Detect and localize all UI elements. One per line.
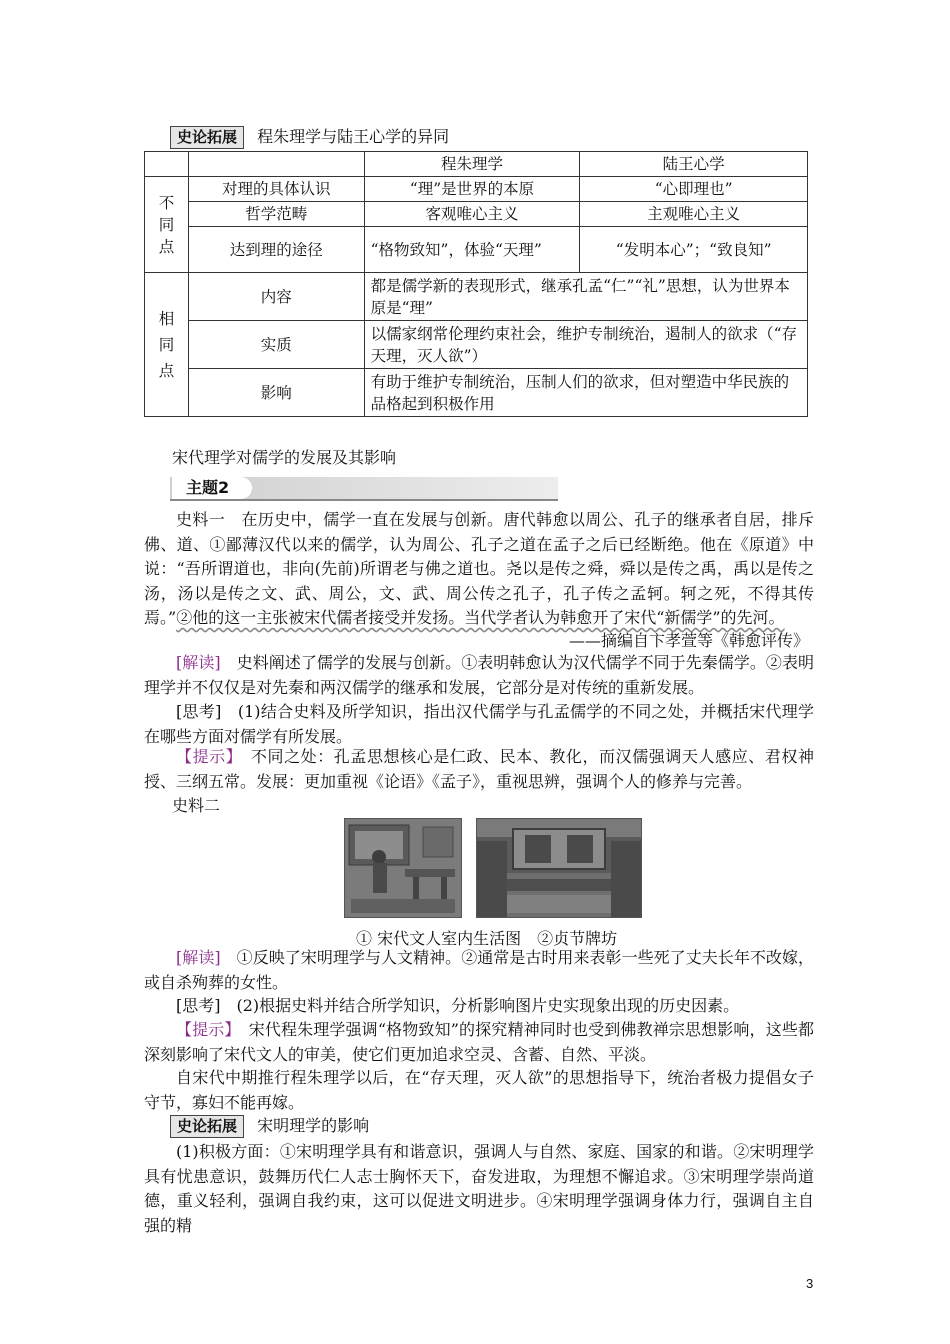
- image-caption: ① 宋代文人室内生活图 ②贞节牌坊: [356, 929, 618, 948]
- theme-label: 主题2: [172, 477, 252, 499]
- table-row: [145, 177, 808, 202]
- cell-luwang: 主观唯心主义: [580, 202, 808, 227]
- impact-paragraph: (1)积极方面：①宋明理学具有和谐意识，强调人与自然、家庭、国家的和谐。②宋明理学具有忧患意识，鼓舞历代仁人志士胸怀天下，奋发进取，为理想不懈追求。③宋明理学崇尚道德，重义轻利，强调自我约束，这可以促进文明进步。④宋明理学强调身体力行，强调自主自强的精: [144, 1142, 814, 1235]
- row-label: 对理的具体认识: [188, 177, 364, 202]
- cell-same-content: 都是儒学新的表现形式，继承孔孟“仁”“礼”思想，认为世界本原是“理”: [364, 273, 807, 321]
- section2-header: [170, 1113, 369, 1138]
- think1-tag: [思考]: [176, 702, 222, 721]
- source1-underlined-text: ②他的这一主张被宋代儒者接受并发扬。当代学者认为韩愈开了宋代“新儒学”的先河。: [176, 608, 785, 627]
- section1-heading: 程朱理学与陆王心学的异同: [257, 127, 450, 146]
- comparison-table: [144, 151, 808, 417]
- diff-group-label: 不同点: [145, 177, 189, 273]
- interpret1-paragraph: [144, 651, 814, 700]
- table-corner-cell: [188, 152, 364, 177]
- think1-text: (1)结合史料及所学知识，指出汉代儒学与孔孟儒学的不同之处，并概括宋代理学在哪些方面对儒学有所发展。: [144, 702, 814, 746]
- table-row: [145, 321, 808, 369]
- cell-chengzhu: “格物致知”，体验“天理”: [364, 227, 580, 273]
- chastity-archway-image: [476, 818, 642, 918]
- row-label: 实质: [188, 321, 364, 369]
- section2-tag: 史论拓展: [170, 1115, 244, 1138]
- table-row: [145, 369, 808, 417]
- cell-same-essence: 以儒家纲常伦理约束社会，维护专制统治，遏制人的欲求（“存天理，灭人欲”）: [364, 321, 807, 369]
- col-header-chengzhu: 程朱理学: [364, 152, 580, 177]
- interpret2-tag: [解读]: [176, 948, 221, 967]
- hint2-tag: 【提示】: [176, 1020, 233, 1039]
- cell-chengzhu: “理”是世界的本原: [364, 177, 580, 202]
- hint2-paragraph: [144, 1018, 814, 1067]
- table-row: [145, 273, 808, 321]
- think2-text: (2)根据史料并结合所学知识，分析影响图片史实现象出现的历史因素。: [220, 996, 740, 1015]
- song-literati-interior-image: [344, 818, 462, 918]
- table-row: [145, 227, 808, 273]
- table-corner-cell: [145, 152, 189, 177]
- same-group-label: 相同点: [145, 273, 189, 417]
- think2-paragraph: [144, 994, 814, 1019]
- source1-text: 史料一 在历史中，儒学一直在发展与创新。唐代韩愈以周公、孔子的继承者自居，排斥佛、道、①鄙薄汉代以来的儒学，认为周公、孔子之道在孟子之后已经断绝。他在《原道》中说：“吾所谓道也，非向(先前)所谓老与佛之道也。尧以是传之舜，舜以是传之禹，禹以是传之汤，汤以是传之文、武、周公，文、武、周公传之孔子，孔子传之孟轲。轲之死，不得其传焉。”: [144, 510, 814, 627]
- hint2-text: 宋代程朱理学强调“格物致知”的探究精神同时也受到佛教禅宗思想影响，这些都深刻影响了宋代文人的审美，使它们更加追求空灵、含蓄、自然、平淡。: [144, 1020, 814, 1064]
- interpret2-paragraph: [144, 946, 814, 995]
- table-header-row: [145, 152, 808, 177]
- hint1-tag: 【提示】: [176, 747, 235, 766]
- page-number: 3: [806, 1276, 814, 1291]
- cell-luwang: “心即理也”: [580, 177, 808, 202]
- think1-paragraph: [144, 700, 814, 749]
- interpret2-text: ①反映了宋明理学与人文精神。②通常是古时用来表彰一些死了丈夫长年不改嫁，或自杀殉葬的女性。: [144, 948, 814, 992]
- section1-header: [170, 124, 449, 149]
- source1-citation: ——摘编自卞孝萱等《韩愈评传》: [568, 631, 809, 650]
- cell-luwang: “发明本心”；“致良知”: [580, 227, 808, 273]
- source1-paragraph: [144, 508, 814, 631]
- row-label: 内容: [188, 273, 364, 321]
- section2-heading: 宋明理学的影响: [257, 1116, 370, 1135]
- cell-chengzhu: 客观唯心主义: [364, 202, 580, 227]
- cell-same-influence: 有助于维护专制统治，压制人们的欲求，但对塑造中华民族的品格起到积极作用: [364, 369, 807, 417]
- hint1-text: 不同之处：孔孟思想核心是仁政、民本、教化，而汉儒强调天人感应、君权神授、三纲五常。发展：更加重视《论语》《孟子》，重视思辨，强调个人的修养与完善。: [144, 747, 814, 791]
- hint1-paragraph: [144, 745, 814, 794]
- col-header-luwang: 陆王心学: [580, 152, 808, 177]
- source2-label: 史料二: [172, 796, 221, 815]
- interpret1-text: 史料阐述了儒学的发展与创新。①表明韩愈认为汉代儒学不同于先秦儒学。②表明理学并不仅仅是对先秦和两汉儒学的继承和发展，它部分是对传统的重新发展。: [144, 653, 814, 697]
- row-label: 达到理的途径: [188, 227, 364, 273]
- row-label: 哲学范畴: [188, 202, 364, 227]
- subtitle: 宋代理学对儒学的发展及其影响: [172, 448, 397, 467]
- think2-tag: [思考]: [176, 996, 221, 1015]
- table-row: [145, 202, 808, 227]
- interpret1-tag: [解读]: [176, 653, 221, 672]
- hint2-continuation: 自宋代中期推行程朱理学以后，在“存天理，灭人欲”的思想指导下，统治者极力提倡女子守节，寡妇不能再嫁。: [144, 1068, 814, 1112]
- section1-tag: 史论拓展: [170, 126, 244, 149]
- row-label: 影响: [188, 369, 364, 417]
